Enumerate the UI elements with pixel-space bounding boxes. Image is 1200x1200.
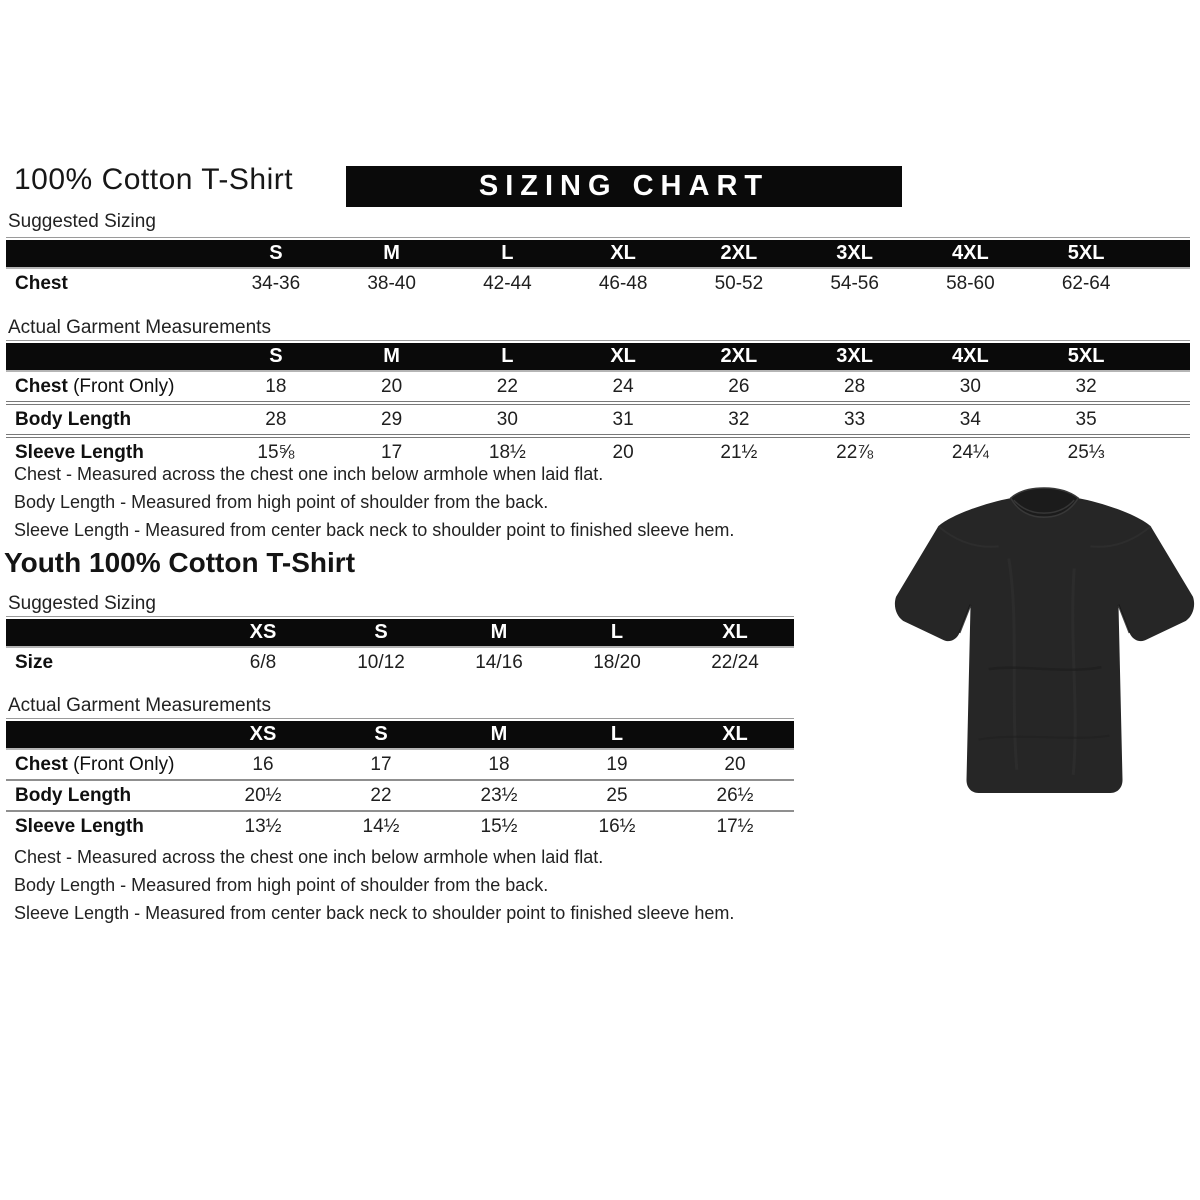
size-column-header: L — [501, 345, 514, 367]
row-label: Sleeve Length — [15, 815, 144, 837]
youth-title: Youth 100% Cotton T-Shirt — [4, 547, 356, 578]
measurement-value: 26 — [728, 375, 750, 397]
row-label-suffix: (Front Only) — [67, 753, 175, 775]
size-column-header: L — [501, 242, 514, 264]
row-label: Sleeve Length — [15, 441, 144, 463]
table-row — [6, 810, 794, 841]
page-title: 100% Cotton T-Shirt — [14, 163, 294, 196]
measurement-value: 25 — [606, 784, 628, 806]
measurement-value: 30 — [959, 375, 981, 397]
measurement-value: 26½ — [716, 784, 754, 806]
size-column-header: 5XL — [1067, 345, 1105, 367]
size-column-header: 3XL — [836, 242, 873, 264]
measurement-value: 18/20 — [593, 651, 641, 673]
row-label: Size — [15, 651, 54, 673]
measurement-value: 20 — [381, 375, 403, 397]
measurement-value: 22 — [370, 784, 392, 806]
row-label: Chest — [15, 272, 68, 294]
adult-measurements-label: Actual Garment Measurements — [8, 317, 271, 338]
size-column-header: XL — [610, 345, 636, 367]
measurement-value: 29 — [381, 408, 403, 430]
measurement-value: 38-40 — [367, 272, 416, 294]
note-line: Chest - Measured across the chest one inch below armhole when laid flat. — [14, 847, 604, 867]
measurement-value: 15⅝ — [257, 441, 295, 463]
measurement-value: 14½ — [362, 815, 400, 837]
table-header-row — [6, 240, 1190, 269]
measurement-value: 20 — [612, 441, 634, 463]
table-header-row — [6, 619, 794, 648]
note-line: Sleeve Length - Measured from center back neck to shoulder point to finished sleeve hem. — [14, 903, 735, 923]
measurement-value: 22/24 — [711, 651, 759, 673]
measurement-value: 17 — [381, 441, 403, 463]
size-column-header: 3XL — [836, 345, 873, 367]
size-column-header: L — [610, 723, 624, 745]
youth-measurement-notes — [14, 843, 734, 927]
divider — [6, 616, 794, 617]
measurement-value: 25⅓ — [1067, 441, 1105, 463]
size-column-header: 2XL — [720, 345, 758, 367]
table-row — [6, 648, 794, 677]
size-column-header: M — [490, 621, 508, 643]
tshirt-body — [895, 498, 1194, 793]
size-column-header: M — [490, 723, 508, 745]
measurement-value: 32 — [1075, 375, 1097, 397]
measurement-value: 17 — [370, 753, 392, 775]
measurement-value: 18½ — [488, 441, 526, 463]
divider — [6, 340, 1190, 341]
measurement-value: 16½ — [598, 815, 636, 837]
measurement-value: 28 — [844, 375, 866, 397]
measurement-value: 34-36 — [251, 272, 301, 294]
measurement-value: 35 — [1075, 408, 1097, 430]
table-header-row — [6, 343, 1190, 372]
size-column-header: 4XL — [952, 242, 989, 264]
note-line: Chest - Measured across the chest one inch below armhole when laid flat. — [14, 464, 604, 484]
size-column-header: XS — [249, 723, 277, 745]
size-column-header: XL — [722, 621, 748, 643]
measurement-value: 42-44 — [483, 272, 532, 294]
measurement-value: 16 — [252, 753, 274, 775]
note-line: Body Length - Measured from high point of shoulder from the back. — [14, 875, 549, 895]
youth-suggested-table — [6, 619, 794, 677]
note-line: Body Length - Measured from high point of shoulder from the back. — [14, 492, 549, 512]
measurement-value: 22⅞ — [836, 441, 874, 463]
black-tshirt-image — [888, 466, 1200, 822]
size-column-header: S — [374, 621, 388, 643]
measurement-value: 21½ — [720, 441, 758, 463]
size-column-header: M — [383, 242, 400, 264]
measurement-value: 19 — [606, 753, 628, 775]
table-row — [6, 401, 1190, 434]
youth-measurements-table — [6, 721, 794, 841]
size-column-header: XL — [610, 242, 636, 264]
measurement-value: 31 — [612, 408, 634, 430]
row-label: Body Length — [15, 784, 132, 806]
adult-measurement-notes — [14, 460, 734, 544]
measurement-value: 14/16 — [475, 651, 523, 673]
size-column-header: S — [269, 242, 283, 264]
measurement-value: 58-60 — [946, 272, 995, 294]
measurement-value: 46-48 — [598, 272, 648, 294]
measurement-value: 28 — [265, 408, 287, 430]
measurement-value: 20 — [724, 753, 746, 775]
size-column-header: 2XL — [720, 242, 758, 264]
measurement-value: 62-64 — [1061, 272, 1111, 294]
adult-suggested-table — [6, 240, 1190, 298]
youth-suggested-sizing-label: Suggested Sizing — [8, 593, 156, 614]
measurement-value: 24 — [612, 375, 634, 397]
table-header-row — [6, 721, 794, 750]
size-column-header: XS — [249, 621, 277, 643]
measurement-value: 17½ — [716, 815, 754, 837]
size-column-header: 4XL — [952, 345, 989, 367]
measurement-value: 32 — [728, 408, 750, 430]
measurement-value: 54-56 — [830, 272, 879, 294]
measurement-value: 10/12 — [357, 651, 405, 673]
measurement-value: 6/8 — [249, 651, 277, 673]
divider — [6, 718, 794, 719]
size-column-header: L — [610, 621, 624, 643]
size-column-header: S — [374, 723, 388, 745]
size-column-header: XL — [722, 723, 748, 745]
measurement-value: 15½ — [480, 815, 518, 837]
measurement-value: 20½ — [244, 784, 282, 806]
measurement-value: 13½ — [244, 815, 282, 837]
table-row — [6, 372, 1190, 401]
divider — [6, 237, 1190, 238]
youth-measurements-label: Actual Garment Measurements — [8, 695, 271, 716]
table-row — [6, 750, 794, 779]
measurement-value: 22 — [496, 375, 518, 397]
sizing-chart-banner: SIZING CHART — [346, 166, 902, 207]
measurement-value: 18 — [265, 375, 287, 397]
size-column-header: 5XL — [1067, 242, 1105, 264]
measurement-value: 30 — [496, 408, 518, 430]
row-label: Body Length — [15, 408, 132, 430]
adult-measurements-table — [6, 343, 1190, 467]
note-line: Sleeve Length - Measured from center back neck to shoulder point to finished sleeve hem. — [14, 520, 735, 540]
row-label: Chest (Front Only) — [15, 753, 175, 775]
measurement-value: 50-52 — [714, 272, 764, 294]
row-label: Chest (Front Only) — [15, 375, 175, 397]
row-label-suffix: (Front Only) — [67, 375, 175, 397]
table-row — [6, 269, 1190, 298]
measurement-value: 34 — [959, 408, 981, 430]
size-column-header: S — [269, 345, 283, 367]
table-row — [6, 779, 794, 810]
measurement-value: 24¼ — [951, 441, 989, 463]
measurement-value: 23½ — [480, 784, 518, 806]
measurement-value: 18 — [488, 753, 510, 775]
adult-suggested-sizing-label: Suggested Sizing — [8, 211, 156, 232]
measurement-value: 33 — [844, 408, 866, 430]
size-column-header: M — [383, 345, 400, 367]
